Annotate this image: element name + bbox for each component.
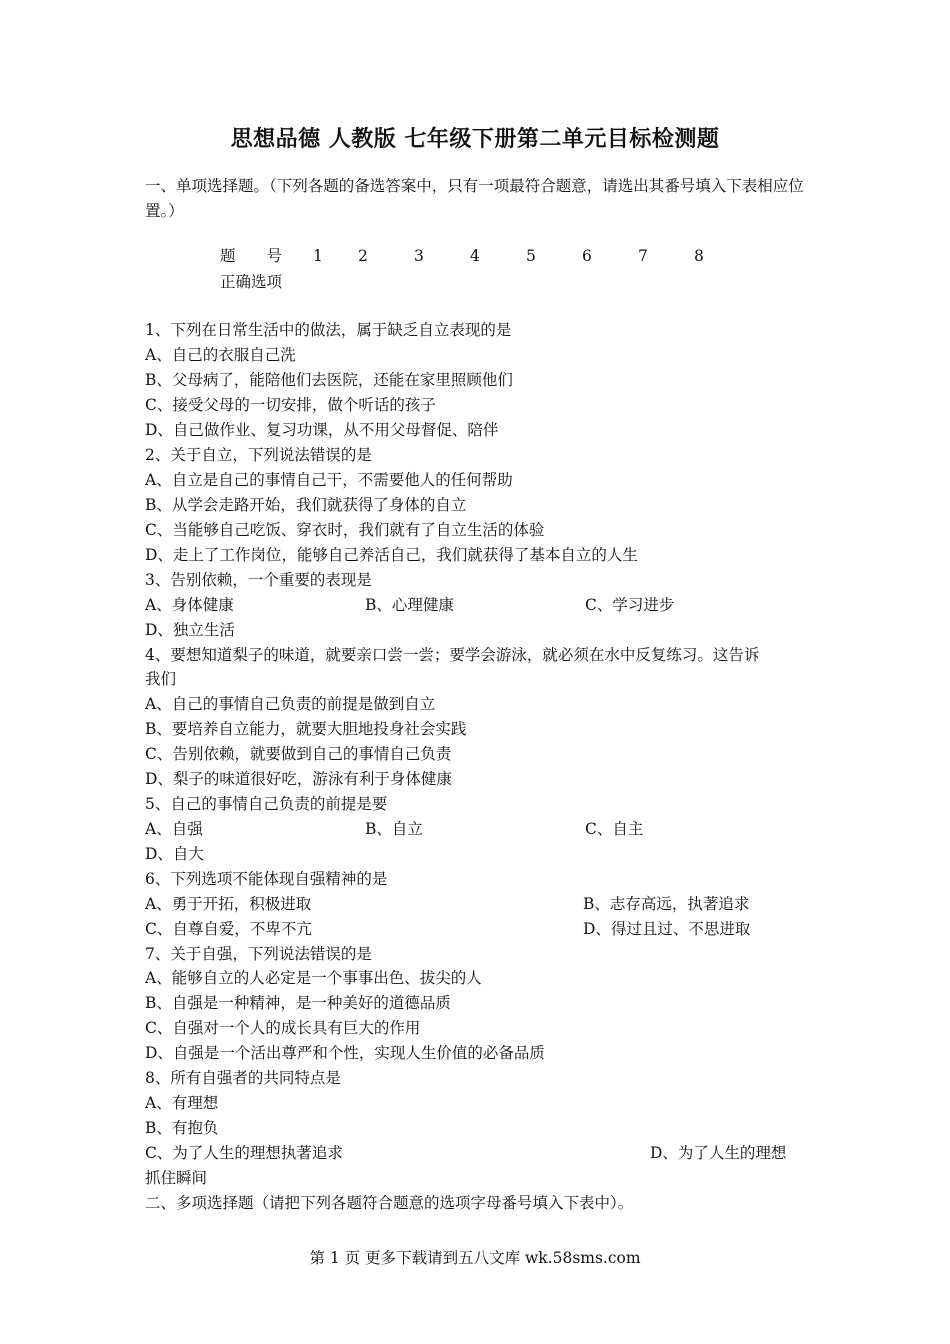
question-line: 6、下列选项不能体现自强精神的是 (145, 870, 388, 888)
answer-table-number: 4 (470, 247, 480, 265)
option-line: B、志存高远，执著追求 (583, 895, 750, 913)
answer-table-number: 6 (582, 247, 592, 265)
option-line: C、自尊自爱，不卑不亢 (145, 920, 312, 938)
option-line: A、身体健康 (145, 596, 234, 614)
option-line: C、为了人生的理想执著追求 (145, 1144, 343, 1162)
section2-instruction: 二、多项选择题（请把下列各题符合题意的选项字母番号填入下表中）。 (145, 1194, 634, 1212)
option-line: B、父母病了，能陪他们去医院，还能在家里照顾他们 (145, 371, 513, 389)
option-line: A、有理想 (145, 1094, 219, 1112)
option-line: B、从学会走路开始，我们就获得了身体的自立 (145, 496, 467, 514)
question-line: 3、告别依赖，一个重要的表现是 (145, 571, 372, 589)
option-line: D、走上了工作岗位，能够自己养活自己，我们就获得了基本自立的人生 (145, 546, 638, 564)
page-title: 思想品德 人教版 七年级下册第二单元目标检测题 (230, 126, 720, 152)
option-line: A、自立是自己的事情自己干，不需要他人的任何帮助 (145, 471, 513, 489)
answer-table-number: 2 (358, 247, 368, 265)
answer-table-number: 8 (694, 247, 704, 265)
option-line: B、要培养自立能力，就要大胆地投身社会实践 (145, 720, 467, 738)
option-line: D、自强是一个活出尊严和个性，实现人生价值的必备品质 (145, 1044, 545, 1062)
option-line: A、自己的事情自己负责的前提是做到自立 (145, 695, 436, 713)
option-line: D、梨子的味道很好吃，游泳有利于身体健康 (145, 770, 452, 788)
option-line: B、自强是一种精神，是一种美好的道德品质 (145, 994, 451, 1012)
option-line: B、自立 (365, 820, 423, 838)
question-line: 我们 (145, 670, 177, 688)
page-footer: 第 1 页 更多下载请到五八文库 wk.58sms.com (309, 1249, 641, 1267)
option-line: A、自强 (145, 820, 203, 838)
option-line: B、有抱负 (145, 1119, 219, 1137)
option-line: D、得过且过、不思进取 (583, 920, 751, 938)
option-line: C、自主 (585, 820, 644, 838)
option-line: D、自己做作业、复习功课，从不用父母督促、陪伴 (145, 421, 499, 439)
answer-table-number: 1 (313, 247, 323, 265)
question-line: 4、要想知道梨子的味道，就要亲口尝一尝；要学会游泳，就必须在水中反复练习。这告诉 (145, 646, 760, 664)
option-line: D、为了人生的理想 (650, 1144, 787, 1162)
section1-instruction: 一、单项选择题。（下列各题的备选答案中，只有一项最符合题意，请选出其番号填入下表相应位置。） (145, 177, 804, 220)
option-line: C、学习进步 (585, 596, 675, 614)
answer-table-header-label: 题 号 (220, 247, 283, 265)
option-line: D、自大 (145, 845, 204, 863)
answer-table-number: 7 (638, 247, 648, 265)
question-line: 2、关于自立，下列说法错误的是 (145, 446, 372, 464)
option-line: 抓住瞬间 (145, 1169, 208, 1187)
question-line: 7、关于自强，下列说法错误的是 (145, 945, 372, 963)
option-line: C、当能够自己吃饭、穿衣时，我们就有了自立生活的体验 (145, 521, 545, 539)
answer-table-row-label: 正确选项 (220, 273, 283, 291)
question-line: 5、自己的事情自己负责的前提是要 (145, 795, 388, 813)
option-line: A、能够自立的人必定是一个事事出色、拔尖的人 (145, 969, 482, 987)
option-line: B、心理健康 (365, 596, 454, 614)
option-line: C、自强对一个人的成长具有巨大的作用 (145, 1019, 421, 1037)
option-line: C、告别依赖，就要做到自己的事情自己负责 (145, 745, 452, 763)
option-line: C、接受父母的一切安排，做个听话的孩子 (145, 396, 436, 414)
option-line: A、勇于开拓，积极进取 (145, 895, 312, 913)
question-line: 8、所有自强者的共同特点是 (145, 1069, 341, 1087)
answer-table-number: 3 (414, 247, 424, 265)
option-line: D、独立生活 (145, 621, 235, 639)
question-line: 1、下列在日常生活中的做法，属于缺乏自立表现的是 (145, 321, 512, 339)
option-line: A、自己的衣服自己洗 (145, 346, 296, 364)
answer-table-number: 5 (526, 247, 536, 265)
